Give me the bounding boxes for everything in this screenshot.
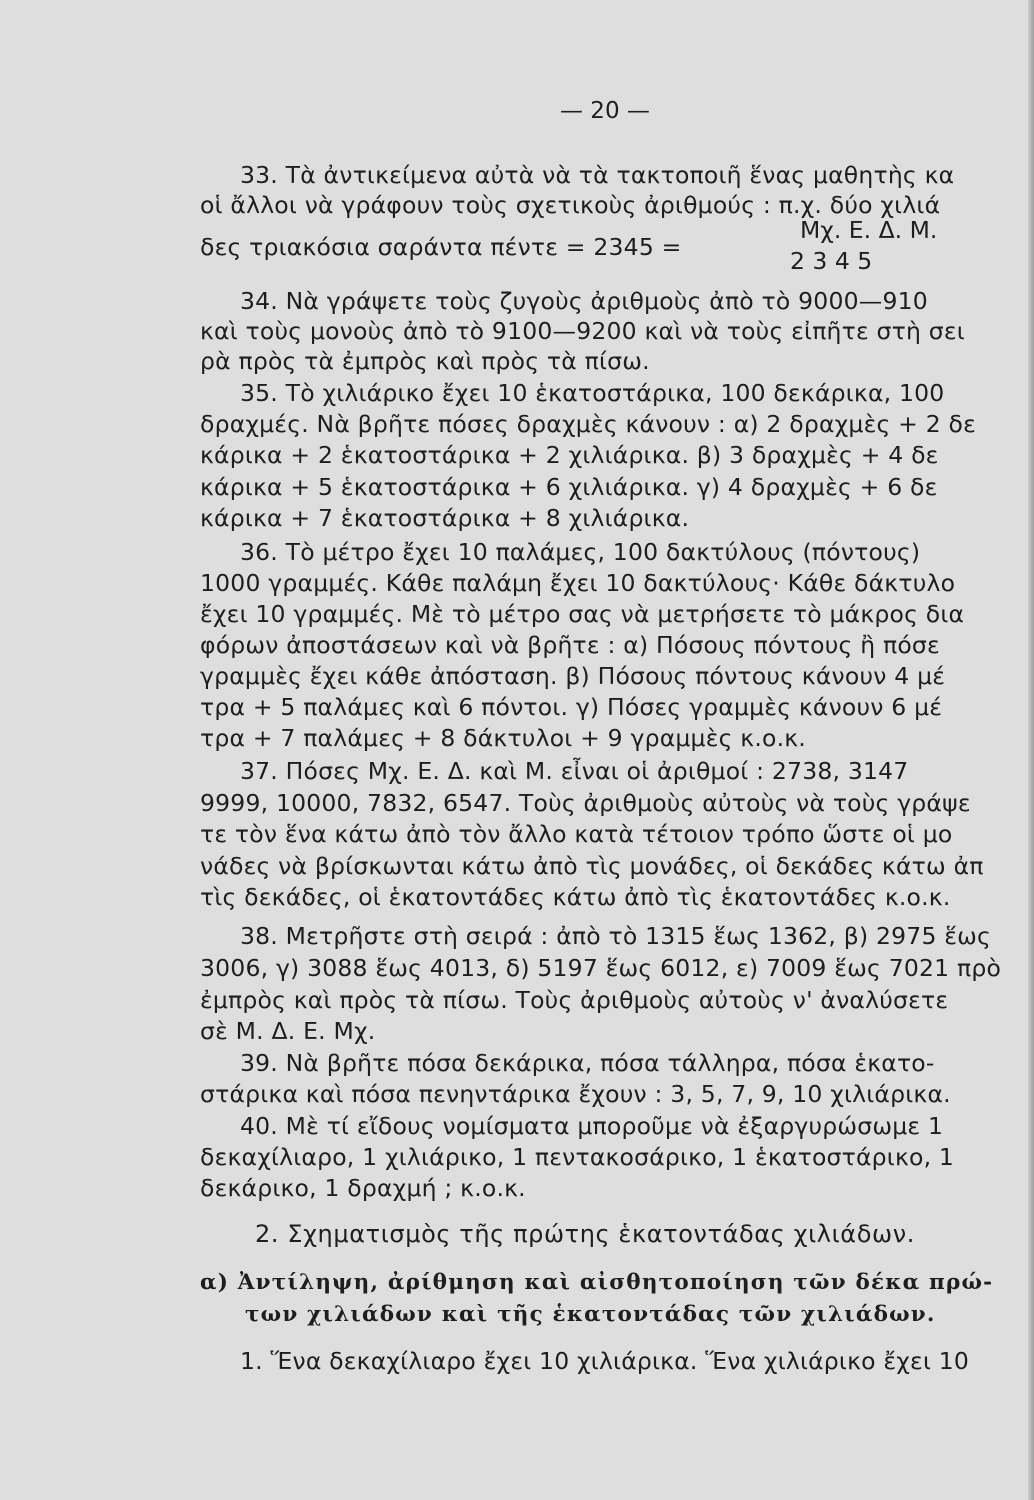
text-line: 33. Τὰ ἀντικείμενα αὐτὰ νὰ τὰ τακτοποιῆ ἕνας μαθητὴς κα <box>240 161 955 189</box>
text-line: 3006, γ) 3088 ἕως 4013, δ) 5197 ἕως 6012, ε) 7009 ἕως 7021 πρὸ <box>200 954 1002 982</box>
text-line: ἔχει 10 γραμμές. Μὲ τὸ μέτρο σας νὰ μετρήσετε τὸ μάκρος δια <box>200 600 965 628</box>
page-number: — 20 — <box>560 98 650 124</box>
text-line: 34. Νὰ γράψετε τοὺς ζυγοὺς ἀριθμοὺς ἀπὸ τὸ 9000—910 <box>240 287 928 315</box>
text-line: καὶ τοὺς μονοὺς ἀπὸ τὸ 9100—9200 καὶ νὰ τοὺς εἰπῆτε στὴ σει <box>200 317 965 345</box>
text-line: δραχμές. Νὰ βρῆτε πόσες δραχμὲς κάνουν : α) 2 δραχμὲς + 2 δε <box>200 410 976 438</box>
text-line: τρα + 5 παλάμες καὶ 6 πόντοι. γ) Πόσες γραμμὲς κάνουν 6 μέ <box>200 693 943 721</box>
text-line: τε τὸν ἕνα κάτω ἀπὸ τὸν ἄλλο κατὰ τέτοιον τρόπο ὥστε οἱ μο <box>200 820 953 848</box>
text-line: φόρων ἀποστάσεων καὶ νὰ βρῆτε : α) Πόσους πόντους ἢ πόσε <box>200 631 940 659</box>
text-line: ρὰ πρὸς τὰ ἐμπρὸς καὶ πρὸς τὰ πίσω. <box>200 347 650 375</box>
text-line: 35. Τὸ χιλιάρικο ἔχει 10 ἑκατοστάρικα, 100 δεκάρικα, 100 <box>240 379 945 407</box>
text-line: νάδες νὰ βρίσκωνται κάτω ἀπὸ τὶς μονάδες, οἱ δεκάδες κάτω ἀπ <box>200 852 984 880</box>
text-line: 37. Πόσες Μχ. Ε. Δ. καὶ Μ. εἶναι οἱ ἀριθμοί : 2738, 3147 <box>240 757 909 785</box>
text-line: δες τριακόσια σαράντα πέντε = 2345 = <box>200 233 682 261</box>
subheading-line-1: α) Ἀντίληψη, ἀρίθμηση καὶ αἰσθητοποίηση τῶν δέκα πρώ- <box>200 1270 994 1295</box>
subheading-line-2: των χιλιάδων καὶ τῆς ἑκατοντάδας τῶν χιλιάδων. <box>245 1302 936 1327</box>
text-line: 9999, 10000, 7832, 6547. Τοὺς ἀριθμοὺς αὐτοὺς νὰ τοὺς γράψε <box>200 789 971 817</box>
text-line: δεκάρικο, 1 δραχμή ; κ.ο.κ. <box>200 1174 526 1202</box>
text-line: γραμμὲς ἔχει κάθε ἀπόσταση. β) Πόσους πόντους κάνουν 4 μέ <box>200 662 946 690</box>
text-line: 36. Τὸ μέτρο ἔχει 10 παλάμες, 100 δακτύλους (πόντους) <box>240 538 921 566</box>
text-line: 40. Μὲ τί εἴδους νομίσματα μποροῦμε νὰ ἐξαργυρώσωμε 1 <box>240 1112 944 1140</box>
text-line: κάρικα + 7 ἑκατοστάρικα + 8 χιλιάρικα. <box>200 504 690 532</box>
text-line: τὶς δεκάδες, οἱ ἑκατοντάδες κάτω ἀπὸ τὶς ἑκατοντάδες κ.ο.κ. <box>200 883 951 911</box>
text-line: στάρικα καὶ πόσα πενηντάρικα ἔχουν : 3, 5, 7, 9, 10 χιλιάρικα. <box>200 1080 951 1108</box>
text-line: κάρικα + 2 ἑκατοστάρικα + 2 χιλιάρικα. β) 3 δραχμὲς + 4 δε <box>200 441 939 469</box>
text-line: 1. Ἕνα δεκαχίλιαρο ἔχει 10 χιλιάρικα. Ἕνα χιλιάρικο ἔχει 10 <box>240 1347 970 1375</box>
text-line: σὲ Μ. Δ. Ε. Μχ. <box>200 1017 376 1045</box>
text-line: ἐμπρὸς καὶ πρὸς τὰ πίσω. Τοὺς ἀριθμοὺς αὐτοὺς ν' ἀναλύσετε <box>200 986 949 1014</box>
place-value-digits: 2 3 4 5 <box>790 247 873 275</box>
text-line: 39. Νὰ βρῆτε πόσα δεκάρικα, πόσα τάλληρα, πόσα ἑκατο- <box>240 1049 935 1077</box>
text-line: δεκαχίλιαρο, 1 χιλιάρικο, 1 πεντακοσάρικο, 1 ἑκατοστάρικο, 1 <box>200 1143 955 1171</box>
section-heading: 2. Σχηματισμὸς τῆς πρώτης ἑκατοντάδας χιλιάδων. <box>255 1220 915 1248</box>
text-line: οἱ ἄλλοι νὰ γράφουν τοὺς σχετικοὺς ἀριθμούς : π.χ. δύο χιλιά <box>200 191 941 219</box>
text-line: 38. Μετρῆστε στὴ σειρά : ἀπὸ τὸ 1315 ἕως 1362, β) 2975 ἕως <box>240 922 992 950</box>
text-line: κάρικα + 5 ἑκατοστάρικα + 6 χιλιάρικα. γ) 4 δραχμὲς + 6 δε <box>200 473 938 501</box>
text-line: τρα + 7 παλάμες + 8 δάκτυλοι + 9 γραμμὲς κ.ο.κ. <box>200 724 806 752</box>
text-line: 1000 γραμμές. Κάθε παλάμη ἔχει 10 δακτύλους· Κάθε δάκτυλο <box>200 569 956 597</box>
place-value-header: Μχ. Ε. Δ. Μ. <box>800 216 938 244</box>
